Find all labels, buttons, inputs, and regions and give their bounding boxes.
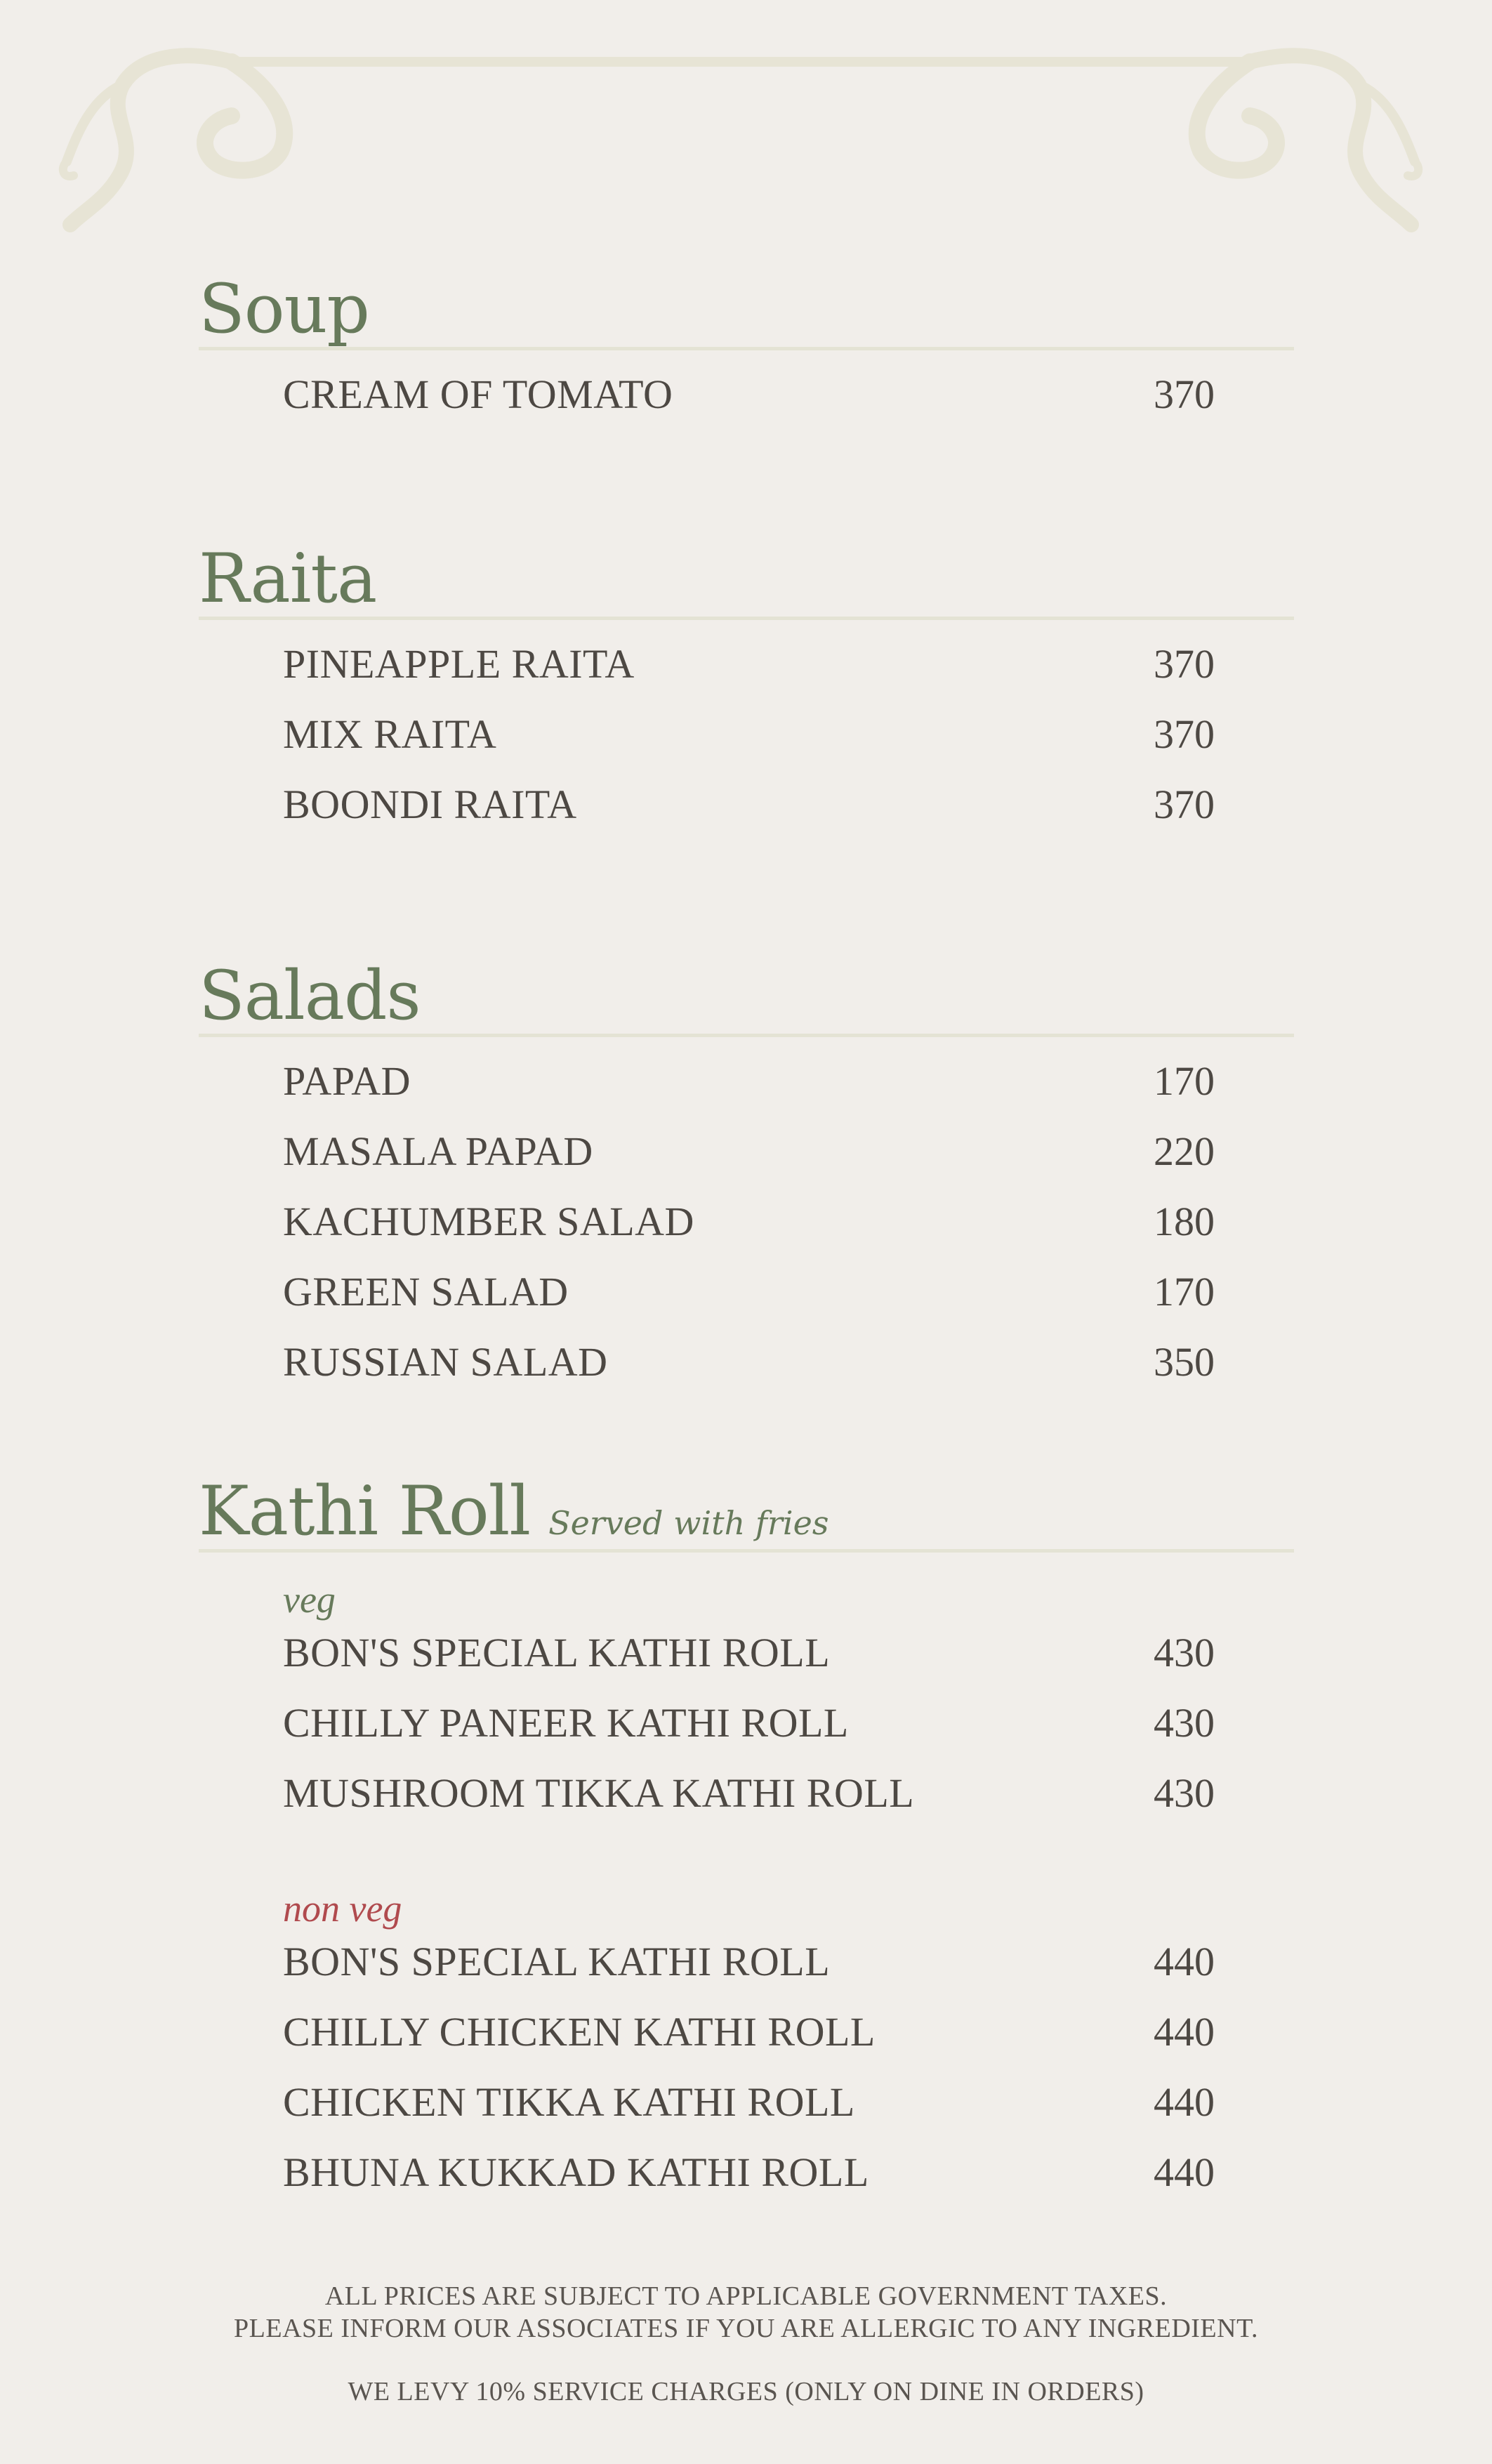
decorative-ornament: [0, 0, 1492, 253]
item-price: 440: [1154, 2149, 1215, 2195]
item-name: CHICKEN TIKKA KATHI ROLL: [283, 2079, 855, 2125]
item-name: MIX RAITA: [283, 711, 497, 757]
section-header: [199, 265, 1294, 350]
menu-item: [199, 2067, 1294, 2137]
item-name: BON'S SPECIAL KATHI ROLL: [283, 1630, 831, 1675]
item-name: MUSHROOM TIKKA KATHI ROLL: [283, 1770, 915, 1816]
item-name: BHUNA KUKKAD KATHI ROLL: [283, 2149, 869, 2195]
item-price: 370: [1154, 371, 1215, 417]
item-price: 370: [1154, 641, 1215, 687]
item-list: [199, 1553, 1294, 2255]
menu-item: [199, 1617, 1294, 1687]
section-title: Raita: [199, 539, 377, 618]
section-kathi-roll: [199, 1468, 1294, 2255]
menu-item: [199, 1758, 1294, 1828]
item-name: KACHUMBER SALAD: [283, 1199, 694, 1244]
menu-item: [199, 769, 1294, 839]
section-header: [199, 1468, 1294, 1553]
item-price: 370: [1154, 711, 1215, 757]
section-title: Soup: [199, 270, 369, 348]
menu-item: [199, 1996, 1294, 2067]
menu-item: [199, 1186, 1294, 1256]
item-price: 220: [1154, 1128, 1215, 1174]
item-name: CREAM OF TOMATO: [283, 371, 673, 417]
item-name: CHILLY PANEER KATHI ROLL: [283, 1700, 849, 1746]
item-price: 170: [1154, 1058, 1215, 1104]
menu-item: [199, 628, 1294, 699]
item-name: BON'S SPECIAL KATHI ROLL: [283, 1939, 831, 1984]
item-price: 430: [1154, 1700, 1215, 1746]
footer-tax-note: ALL PRICES ARE SUBJECT TO APPLICABLE GOVERNMENT TAXES.: [324, 2281, 1168, 2311]
item-name: PAPAD: [283, 1058, 411, 1104]
section-salads: [199, 952, 1294, 1397]
item-price: 430: [1154, 1630, 1215, 1675]
menu-item: [199, 1046, 1294, 1116]
footer-service-charge-note: WE LEVY 10% SERVICE CHARGES (ONLY ON DINE IN ORDERS): [348, 2377, 1144, 2406]
menu-item: [199, 1326, 1294, 1397]
item-price: 180: [1154, 1199, 1215, 1244]
item-price: 350: [1154, 1339, 1215, 1385]
footer-allergy-note: PLEASE INFORM OUR ASSOCIATES IF YOU ARE ALLERGIC TO ANY INGREDIENT.: [234, 2314, 1258, 2343]
section-raita: [199, 535, 1294, 839]
item-name: CHILLY CHICKEN KATHI ROLL: [283, 2009, 876, 2055]
veg-subheading: veg: [283, 1579, 336, 1621]
menu-item: [199, 2137, 1294, 2207]
item-name: GREEN SALAD: [283, 1269, 569, 1315]
item-price: 440: [1154, 1939, 1215, 1984]
menu-item: [199, 699, 1294, 769]
section-title: [199, 1472, 829, 1550]
item-name: RUSSIAN SALAD: [283, 1339, 608, 1385]
menu-item: [199, 1256, 1294, 1326]
item-price: 430: [1154, 1770, 1215, 1816]
item-price: 440: [1154, 2079, 1215, 2125]
menu-item: [199, 1116, 1294, 1186]
item-name: BOONDI RAITA: [283, 782, 577, 827]
item-name: MASALA PAPAD: [283, 1128, 593, 1174]
item-list: [199, 359, 1294, 429]
section-title: Salads: [199, 956, 421, 1035]
item-price: 170: [1154, 1269, 1215, 1315]
section-header: [199, 952, 1294, 1037]
item-price: 440: [1154, 2009, 1215, 2055]
section-title-text: Kathi Roll: [199, 1472, 531, 1550]
section-header: [199, 535, 1294, 620]
section-note: Served with fries: [548, 1504, 829, 1542]
item-list: [199, 1046, 1294, 1397]
non-veg-subheading: non veg: [283, 1887, 402, 1930]
menu-item: [199, 1687, 1294, 1758]
item-price: 370: [1154, 782, 1215, 827]
item-list: [199, 628, 1294, 839]
menu-item: [199, 1926, 1294, 1996]
item-name: PINEAPPLE RAITA: [283, 641, 635, 687]
section-soup: [199, 265, 1294, 429]
menu-item: [199, 359, 1294, 429]
